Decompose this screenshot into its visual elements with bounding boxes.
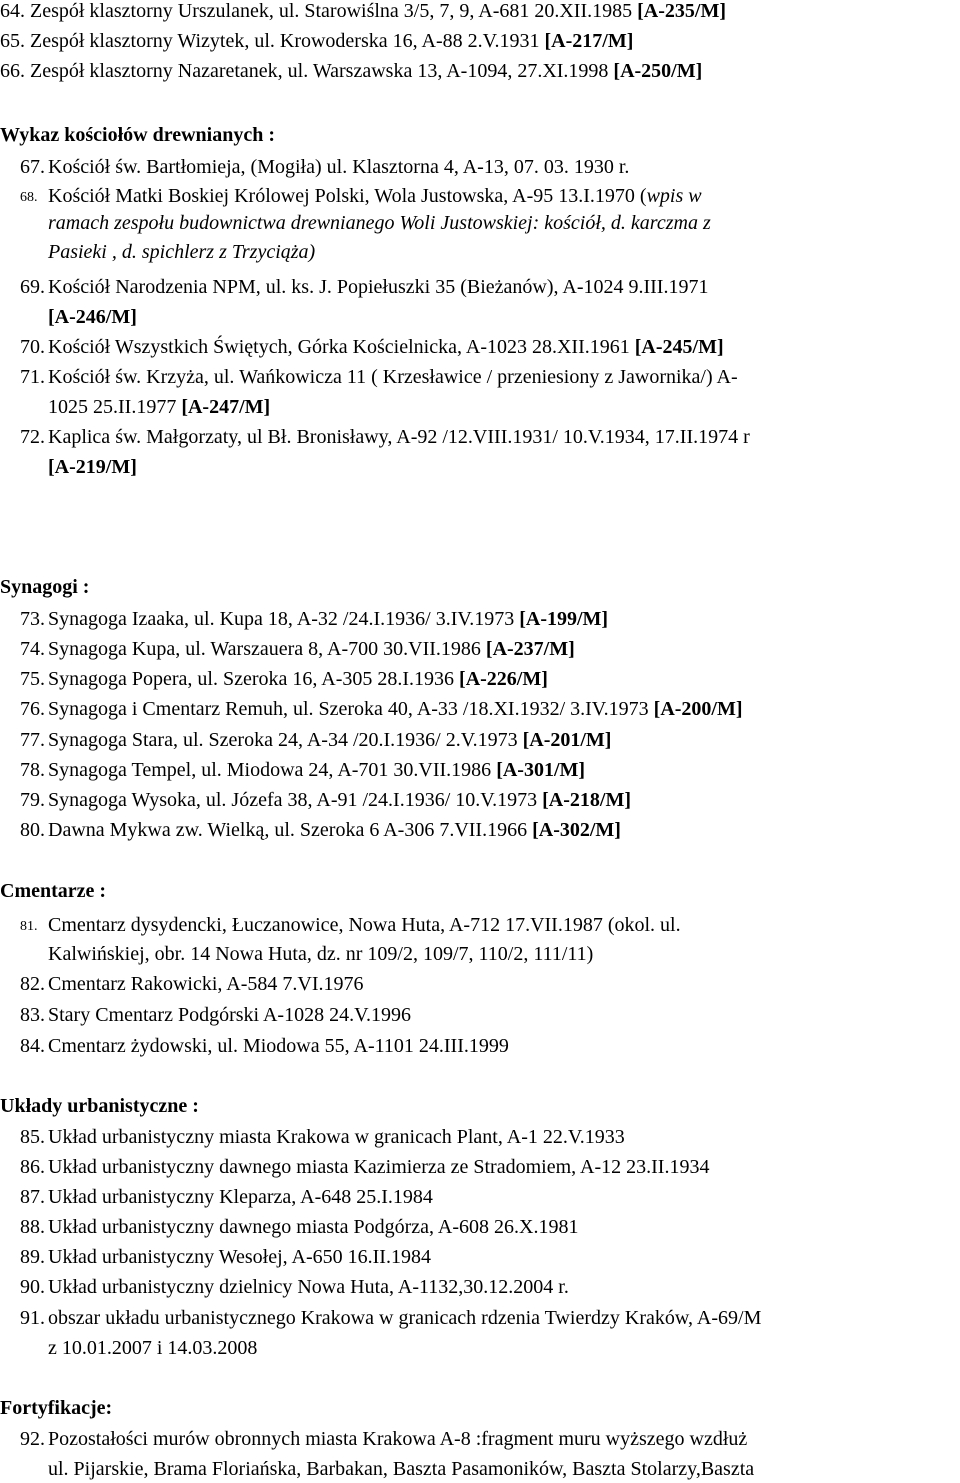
register-number: [A-201/M] [522,729,612,751]
item-number: 73. [20,608,45,630]
item-number: 85. [20,1126,45,1148]
item-text-continued: Kalwińskiej, obr. 14 Nowa Huta, dz. nr 109/2, 109/7, 110/2, 111/11) [48,943,594,965]
item-number: 82. [20,973,45,995]
item-text: Pozostałości murów obronnych miasta Krakowa A-8 :fragment muru wyższego wzdłuż [48,1428,748,1450]
item-text: Cmentarz żydowski, ul. Miodowa 55, A-1101 24.III.1999 [48,1035,509,1057]
item-text: obszar układu urbanistycznego Krakowa w granicach rdzenia Twierdzy Kraków, A-69/M [48,1307,762,1329]
register-number: [A-237/M] [485,638,575,660]
item-number: 89. [20,1246,45,1268]
item-text: Synagoga i Cmentarz Remuh, ul. Szeroka 40, A-33 /18.XI.1932/ 3.IV.1973 [48,698,654,720]
item-text: Kościół św. Bartłomieja, (Mogiła) ul. Klasztorna 4, A-13, 07. 03. 1930 r. [48,156,630,178]
item-number: 67. [20,156,45,178]
item-text: Synagoga Popera, ul. Szeroka 16, A-305 28.I.1936 [48,668,460,690]
item-number: 91. [20,1307,45,1329]
item-number: 92. [20,1428,45,1450]
item-text: Cmentarz dysydencki, Łuczanowice, Nowa Huta, A-712 17.VII.1987 (okol. ul. [48,914,681,936]
section-heading-cemeteries: Cmentarze : [0,880,107,902]
item-number: 68. [20,190,38,205]
item-note: wpis w [646,185,702,207]
item-text: Cmentarz Rakowicki, A-584 7.VI.1976 [48,973,364,995]
item-number: 84. [20,1035,45,1057]
item-number: 90. [20,1276,45,1298]
item-number: 80. [20,819,45,841]
item-number: 70. [20,336,45,358]
register-number: [A-301/M] [496,759,586,781]
item-text: Układ urbanistyczny dawnego miasta Kazimierza ze Stradomiem, A-12 23.II.1934 [48,1156,710,1178]
item-number: 71. [20,366,45,388]
item-number: 72. [20,426,45,448]
item-text: Układ urbanistyczny Wesołej, A-650 16.II.1984 [48,1246,431,1268]
section-heading-synagogues: Synagogi : [0,576,90,598]
register-number: [A-199/M] [519,608,609,630]
section-heading-urban-layouts: Układy urbanistyczne : [0,1095,199,1117]
item-text: Kościół Narodzenia NPM, ul. ks. J. Popiełuszki 35 (Bieżanów), A-1024 9.III.1971 [48,276,709,298]
register-number: [A-226/M] [459,668,548,690]
register-number: [A-245/M] [634,336,724,358]
item-text: Kościół Matki Boskiej Królowej Polski, Wola Justowska, A-95 13.I.1970 ( [48,185,647,207]
item-text-continued: ul. Pijarskie, Brama Floriańska, Barbakan, Baszta Pasamoników, Baszta Stolarzy,Baszta [48,1458,755,1480]
item-text: Kościół św. Krzyża, ul. Wańkowicza 11 ( Krzesławice / przeniesiony z Jawornika/) A- [48,366,738,388]
section-heading-fortifications: Fortyfikacje: [0,1397,113,1419]
item-number: 77. [20,729,45,751]
item-text: Zespół klasztorny Wizytek, ul. Krowoderska 16, A-88 2.V.1931 [30,30,545,52]
item-number: 79. [20,789,45,811]
item-number: 74. [20,638,45,660]
item-text: Synagoga Tempel, ul. Miodowa 24, A-701 30.VII.1986 [48,759,497,781]
register-number: [A-246/M] [48,306,137,328]
section-heading-churches: Wykaz kościołów drewnianych : [0,124,276,146]
item-text: Stary Cmentarz Podgórski A-1028 24.V.1996 [48,1004,411,1026]
item-number: 78. [20,759,45,781]
item-number: 81. [20,919,38,934]
register-number: [A-219/M] [48,456,137,478]
item-text: Układ urbanistyczny Kleparza, A-648 25.I.1984 [48,1186,433,1208]
register-number: [A-235/M] [637,0,726,22]
item-text: Synagoga Kupa, ul. Warszauera 8, A-700 30.VII.1986 [48,638,486,660]
item-text-continued: 1025 25.II.1977 [48,396,182,418]
item-number: 66. [0,60,25,82]
item-number: 65. [0,30,25,52]
register-number: [A-218/M] [542,789,631,811]
item-text: Układ urbanistyczny dawnego miasta Podgórza, A-608 26.X.1981 [48,1216,579,1238]
item-text: Układ urbanistyczny dzielnicy Nowa Huta, A-1132,30.12.2004 r. [48,1276,569,1298]
item-number: 64. [0,0,25,22]
item-note-line: ramach zespołu budownictwa drewnianego Woli Justowskiej: kościół, d. karczma z [48,212,711,234]
item-text: Zespół klasztorny Urszulanek, ul. Starowiślna 3/5, 7, 9, A-681 20.XII.1985 [30,0,638,22]
register-number: [A-247/M] [181,396,271,418]
item-number: 69. [20,276,45,298]
item-text: Kaplica św. Małgorzaty, ul Bł. Bronisławy, A-92 /12.VIII.1931/ 10.V.1934, 17.II.1974 r [48,426,750,448]
item-text: Synagoga Stara, ul. Szeroka 24, A-34 /20.I.1936/ 2.V.1973 [48,729,523,751]
item-number: 83. [20,1004,45,1026]
register-number: [A-200/M] [653,698,743,720]
item-text: Zespół klasztorny Nazaretanek, ul. Warszawska 13, A-1094, 27.XI.1998 [30,60,614,82]
item-text: Kościół Wszystkich Świętych, Górka Kościelnicka, A-1023 28.XII.1961 [48,336,635,358]
item-number: 75. [20,668,45,690]
register-number: [A-250/M] [613,60,703,82]
item-text: Synagoga Izaaka, ul. Kupa 18, A-32 /24.I.1936/ 3.IV.1973 [48,608,520,630]
item-number: 86. [20,1156,45,1178]
item-number: 87. [20,1186,45,1208]
item-number: 88. [20,1216,45,1238]
item-note-line: Pasieki , d. spichlerz z Trzyciąża) [48,241,316,263]
item-text-continued: z 10.01.2007 i 14.03.2008 [48,1337,258,1359]
register-number: [A-302/M] [532,819,621,841]
item-text: Układ urbanistyczny miasta Krakowa w granicach Plant, A-1 22.V.1933 [48,1126,625,1148]
register-number: [A-217/M] [544,30,634,52]
item-text: Dawna Mykwa zw. Wielką, ul. Szeroka 6 A-306 7.VII.1966 [48,819,533,841]
item-text: Synagoga Wysoka, ul. Józefa 38, A-91 /24.I.1936/ 10.V.1973 [48,789,543,811]
item-number: 76. [20,698,45,720]
